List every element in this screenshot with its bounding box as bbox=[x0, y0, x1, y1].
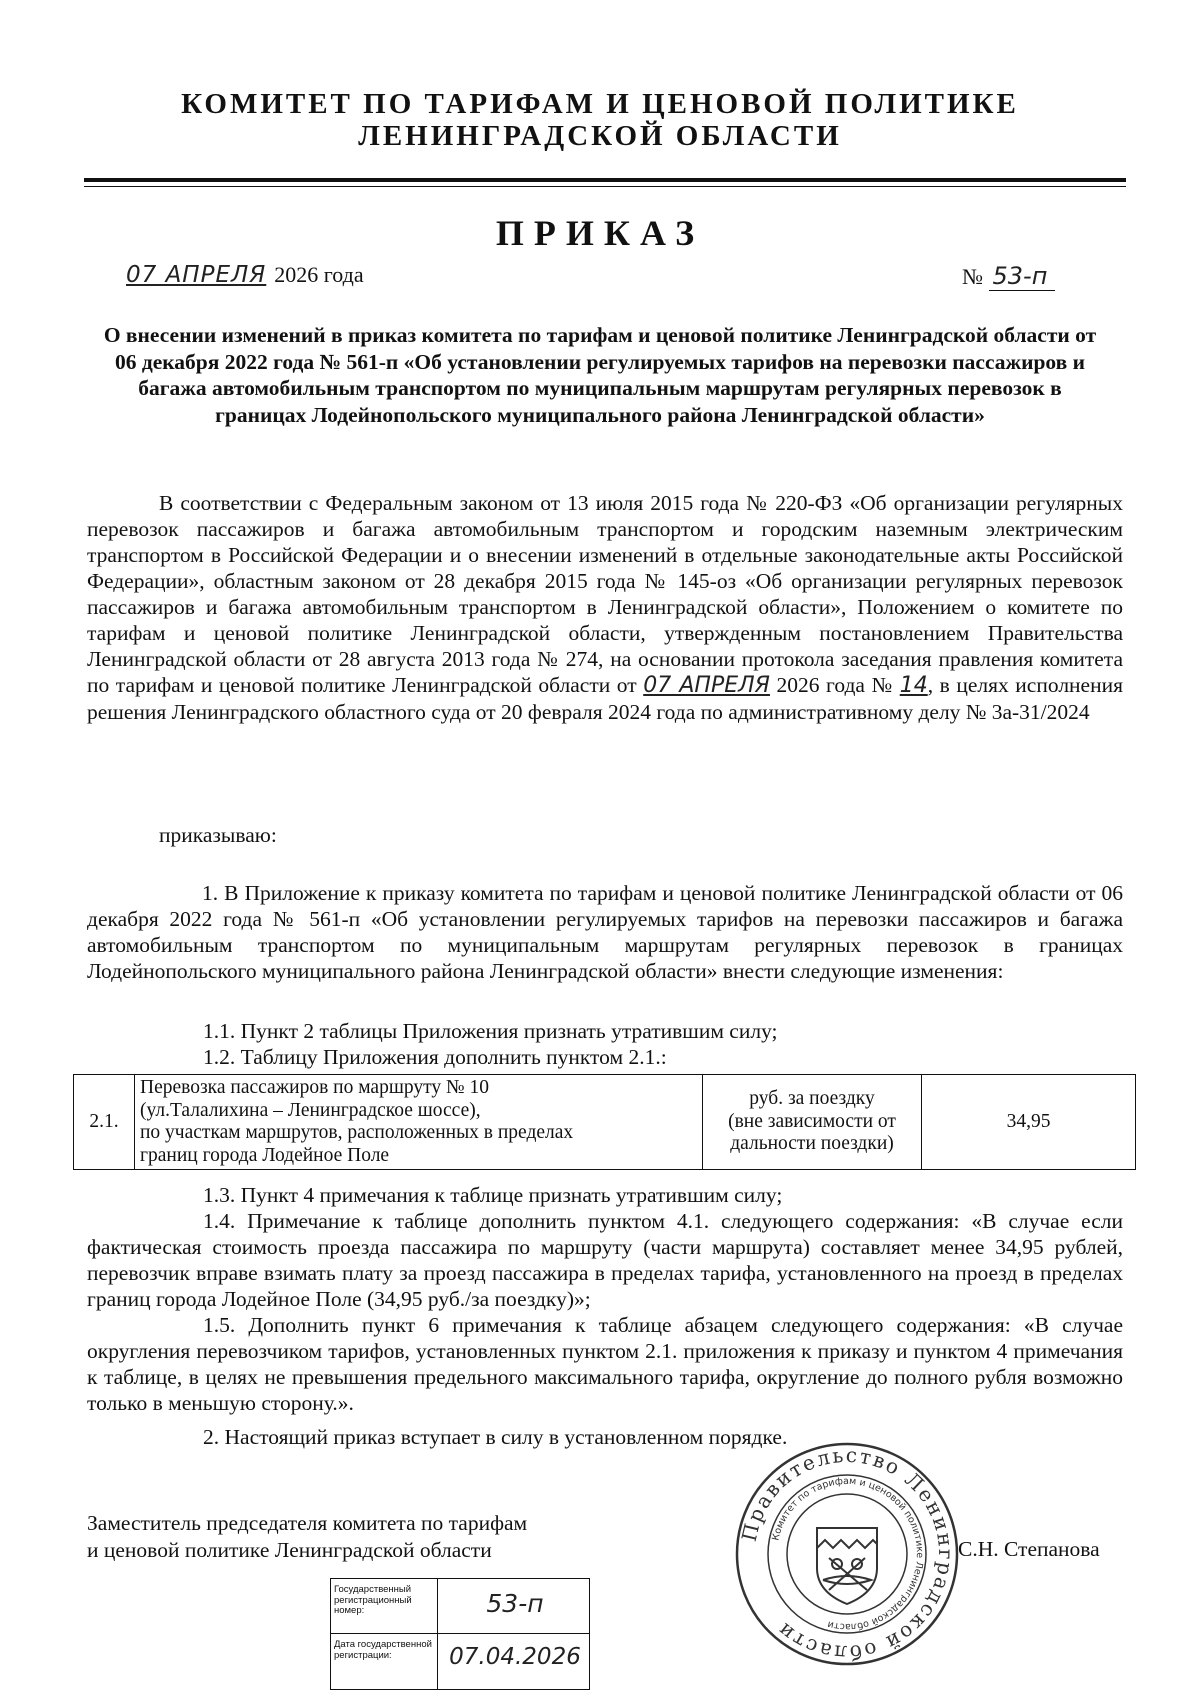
item-1-3: 1.3. Пункт 4 примечания к таблице признать утратившим силу; bbox=[203, 1183, 783, 1207]
order-number-prefix: № bbox=[962, 264, 983, 289]
item-1-4: 1.4. Примечание к таблице дополнить пунктом 4.1. следующего содержания: «В случае если фактическая стоимость проезда пассажира по маршруту (части маршрута) составляет менее 34,95 рублей, перевозчик вправе взимать плату за проезд пассажира в пределах тарифа, установленного на проезд в пределах границ города Лодейное Поле (34,95 руб./за поездку)»; bbox=[87, 1209, 1123, 1311]
official-seal-icon bbox=[733, 1440, 961, 1668]
preamble-paragraph bbox=[87, 490, 1123, 725]
document-title: ПРИКАЗ bbox=[495, 213, 705, 253]
order-number-handwritten: 53-п bbox=[989, 262, 1055, 291]
svg-text:Комитет по тарифам и ценовой п bbox=[770, 1476, 925, 1632]
registration-divider bbox=[437, 1579, 438, 1689]
table-cell-description bbox=[135, 1075, 703, 1170]
protocol-date-handwritten: 07 АПРЕЛЯ bbox=[643, 673, 770, 698]
item-1-5: 1.5. Дополнить пункт 6 примечания к таблице абзацем следующего содержания: «В случае округления перевозчиком тарифов, установленных пунктом 2.1. приложения к приказу и пунктом 4 примечания к таблице, в целях не превышения предельного максимального тарифа, округление до полного рубля возможно только в меньшую сторону.». bbox=[87, 1313, 1123, 1415]
registration-box bbox=[330, 1578, 590, 1690]
coat-of-arms-icon bbox=[817, 1528, 877, 1604]
registration-number-row bbox=[331, 1579, 589, 1634]
order-date-handwritten: 07 АПРЕЛЯ bbox=[126, 262, 267, 288]
registration-date-label: Дата государственной регистрации: bbox=[334, 1639, 432, 1661]
header-rule-thick bbox=[84, 178, 1126, 182]
table-cell-value: 34,95 bbox=[922, 1075, 1136, 1170]
signer-position-line: и ценовой политике Ленинградской области bbox=[87, 1538, 492, 1562]
table-row bbox=[74, 1075, 1136, 1170]
org-name-line1: КОМИТЕТ ПО ТАРИФАМ И ЦЕНОВОЙ ПОЛИТИКЕ bbox=[181, 88, 1019, 120]
item-1-2: 1.2. Таблицу Приложения дополнить пунктом 2.1.: bbox=[203, 1045, 667, 1069]
preamble-text-c: , в целях исполнения решения Ленинградского областного суда от 20 февраля 2024 года по административному делу № 3а-31/2024 bbox=[87, 673, 1123, 724]
signer-position bbox=[87, 1510, 527, 1564]
org-name-line2: ЛЕНИНГРАДСКОЙ ОБЛАСТИ bbox=[358, 120, 842, 152]
description-line: Перевозка пассажиров по маршруту № 10 bbox=[140, 1077, 489, 1098]
item-1: 1. В Приложение к приказу комитета по тарифам и ценовой политике Ленинградской области от 06 декабря 2022 года № 561-п «Об установлении регулируемых тарифов на перевозки пассажиров и багажа автомобильным транспортом по муниципальным маршрутам регулярных перевозок в границах Лодейнопольского муниципального района Ленинградской области» внести следующие изменения: bbox=[87, 881, 1123, 983]
registration-date-row bbox=[331, 1634, 589, 1688]
description-line: границ города Лодейное Поле bbox=[140, 1144, 390, 1166]
tariff-table bbox=[73, 1074, 1136, 1170]
unit-line: дальности поездки) bbox=[730, 1133, 894, 1155]
table-cell-number: 2.1. bbox=[74, 1075, 135, 1170]
order-heading: О внесении изменений в приказ комитета по тарифам и ценовой политике Ленинградской области от 06 декабря 2022 года № 561-п «Об установлении регулируемых тарифов на перевозки пассажиров и багажа автомобильным транспортом по муниципальным маршрутам регулярных перевозок в границах Лодейнопольского муниципального района Ленинградской области» bbox=[103, 323, 1097, 427]
signer-position-line: Заместитель председателя комитета по тарифам bbox=[87, 1511, 528, 1535]
registration-number-label: Государственный регистрационный номер: bbox=[334, 1584, 412, 1616]
seal-outer-text: Правительство Ленинградской области bbox=[736, 1442, 959, 1666]
order-number bbox=[962, 262, 1055, 291]
order-date-year: 2026 года bbox=[274, 262, 364, 287]
unit-line: руб. за поездку bbox=[749, 1088, 875, 1110]
description-line: по участкам маршрутов, расположенных в пределах bbox=[140, 1122, 574, 1143]
order-date bbox=[126, 262, 364, 288]
unit-line: (вне зависимости от bbox=[728, 1110, 896, 1132]
registration-number-value: 53-п bbox=[486, 1589, 544, 1618]
header-rule-thin bbox=[84, 186, 1126, 187]
preamble-text-a: В соответствии с Федеральным законом от 13 июля 2015 года № 220-ФЗ «Об организации регулярных перевозок пассажиров и багажа автомобильным транспортом и городским наземным электрическим транспортом в Российской Федерации и о внесении изменений в отдельные законодательные акты Российской Федерации», областным законом от 28 декабря 2015 года № 145-оз «Об организации регулярных перевозок пассажиров и багажа автомобильным транспортом в Ленинградской области», Положением о комитете по тарифам и ценовой политике Ленинградской области, утвержденным постановлением Правительства Ленинградской области от 28 августа 2013 года № 274, на основании протокола заседания правления комитета по тарифам и ценовой политике Ленинградской области от bbox=[87, 491, 1123, 697]
registration-date-value: 07.04.2026 bbox=[449, 1644, 581, 1670]
description-line: (ул.Талалихина – Ленинградское шоссе), bbox=[140, 1099, 481, 1121]
item-1-1: 1.1. Пункт 2 таблицы Приложения признать утратившим силу; bbox=[203, 1019, 778, 1043]
protocol-number-handwritten: 14 bbox=[899, 673, 928, 698]
signer-name: С.Н. Степанова bbox=[958, 1537, 1100, 1561]
table-cell-unit bbox=[703, 1075, 922, 1170]
item-2: 2. Настоящий приказ вступает в силу в установленном порядке. bbox=[203, 1425, 788, 1449]
preamble-text-b: 2026 года № bbox=[776, 673, 894, 697]
seal-inner-text: Комитет по тарифам и ценовой политике Ленинградской области bbox=[770, 1475, 926, 1633]
order-word: приказываю: bbox=[159, 823, 277, 847]
